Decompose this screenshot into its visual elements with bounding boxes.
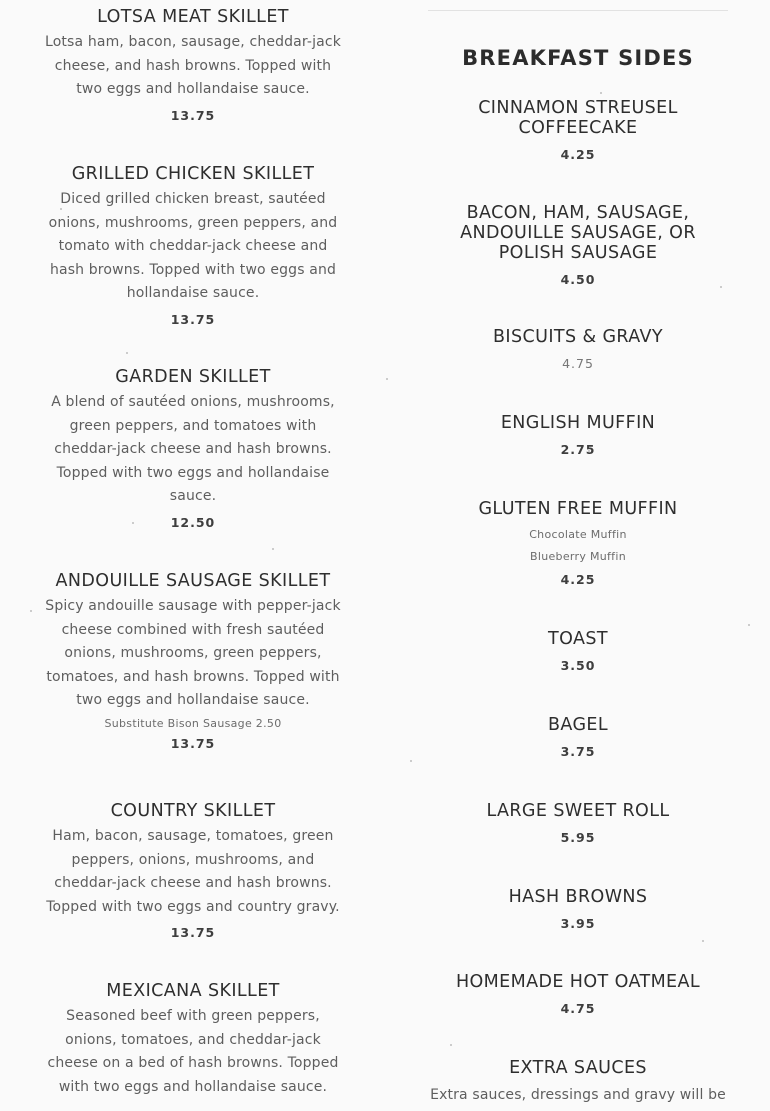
item-price: 3.95 [560, 916, 596, 931]
section-heading: BREAKFAST SIDES [462, 46, 694, 70]
item-title: CINNAMON STREUSEL COFFEECAKE [478, 98, 678, 138]
side-item-gluten-free-muffin [428, 499, 728, 587]
item-price: 4.50 [560, 272, 596, 287]
menu-item-grilled-chicken-skillet [42, 164, 344, 327]
item-title: EXTRA SAUCES [509, 1058, 647, 1078]
side-item-biscuits-and-gravy [428, 327, 728, 371]
side-item-large-sweet-roll [428, 801, 728, 845]
menu-item-garden-skillet [42, 367, 344, 530]
item-description: Ham, bacon, sausage, tomatoes, green peppers, onions, mushrooms, and cheddar-jack cheese and hash browns. Topped with two eggs and country gravy. [46, 828, 340, 915]
item-price: 13.75 [170, 311, 216, 327]
side-item-toast [428, 629, 728, 673]
item-price: 4.25 [560, 147, 596, 162]
item-description: Lotsa ham, bacon, sausage, cheddar-jack cheese, and hash browns. Topped with two eggs and hollandaise sauce. [44, 34, 341, 98]
item-description: Diced grilled chicken breast, sautéed onions, mushrooms, green peppers, and tomato with cheddar-jack cheese and hash browns. Topped with two eggs and hollandaise sauce. [48, 191, 338, 302]
item-title: BISCUITS & GRAVY [493, 327, 663, 347]
item-title: LOTSA MEAT SKILLET [97, 7, 289, 27]
item-price: 4.75 [562, 356, 594, 371]
breakfast-sides-column [428, 0, 728, 1111]
menu-item-lotsa-meat-skillet [42, 7, 344, 123]
item-title: BACON, HAM, SAUSAGE, ANDOUILLE SAUSAGE, OR POLISH SAUSAGE [460, 203, 696, 263]
item-description: Extra sauces, dressings and gravy will be [430, 1087, 726, 1103]
item-title: COUNTRY SKILLET [110, 801, 276, 821]
item-price: 4.75 [560, 1001, 596, 1016]
item-option: Blueberry Muffin [530, 550, 626, 563]
item-title: LARGE SWEET ROLL [486, 801, 670, 821]
side-item-english-muffin [428, 413, 728, 457]
side-item-breakfast-meats [428, 203, 728, 287]
side-item-extra-sauces [428, 1058, 728, 1108]
menu-item-country-skillet [42, 801, 344, 940]
item-price: 13.75 [170, 735, 216, 751]
item-title: ENGLISH MUFFIN [500, 413, 656, 433]
side-item-hash-browns [428, 887, 728, 931]
item-description: Spicy andouille sausage with pepper-jack cheese combined with fresh sautéed onions, mushrooms, green peppers, tomatoes, and hash browns. Topped with two eggs and hollandaise sauce. [45, 598, 341, 709]
section-divider [428, 10, 728, 11]
item-title: HOMEMADE HOT OATMEAL [455, 972, 701, 992]
item-note: Substitute Bison Sausage 2.50 [104, 716, 282, 730]
item-title: MEXICANA SKILLET [106, 981, 280, 1001]
item-title: TOAST [548, 629, 608, 649]
item-title: ANDOUILLE SAUSAGE SKILLET [55, 571, 331, 591]
item-price: 2.75 [560, 442, 596, 457]
item-price: 12.50 [170, 514, 216, 530]
item-description: Seasoned beef with green peppers, onions, tomatoes, and cheddar-jack cheese on a bed of hash browns. Topped with two eggs and hollandaise sauce. [47, 1008, 339, 1095]
item-title: HASH BROWNS [508, 887, 648, 907]
side-item-homemade-hot-oatmeal [428, 972, 728, 1016]
item-price: 13.75 [170, 925, 216, 941]
item-price: 13.75 [170, 107, 216, 123]
item-title: GLUTEN FREE MUFFIN [478, 499, 678, 519]
item-title: GRILLED CHICKEN SKILLET [71, 164, 315, 184]
side-item-bagel [428, 715, 728, 759]
item-title: GARDEN SKILLET [115, 367, 271, 387]
item-price: 3.75 [560, 744, 596, 759]
item-price: 4.25 [560, 572, 596, 587]
item-price: 5.95 [560, 830, 596, 845]
side-item-cinnamon-streusel-coffeecake [428, 98, 728, 162]
menu-item-mexicana-skillet [42, 981, 344, 1099]
item-price: 3.50 [560, 658, 596, 673]
section-heading-wrap [428, 46, 728, 70]
skillets-column [42, 0, 344, 1111]
menu-item-andouille-sausage-skillet [42, 571, 344, 751]
item-option: Chocolate Muffin [529, 528, 627, 541]
item-description: A blend of sautéed onions, mushrooms, green peppers, and tomatoes with cheddar-jack cheese and hash browns. Topped with two eggs and hollandaise sauce. [51, 394, 335, 505]
item-title: BAGEL [547, 715, 609, 735]
